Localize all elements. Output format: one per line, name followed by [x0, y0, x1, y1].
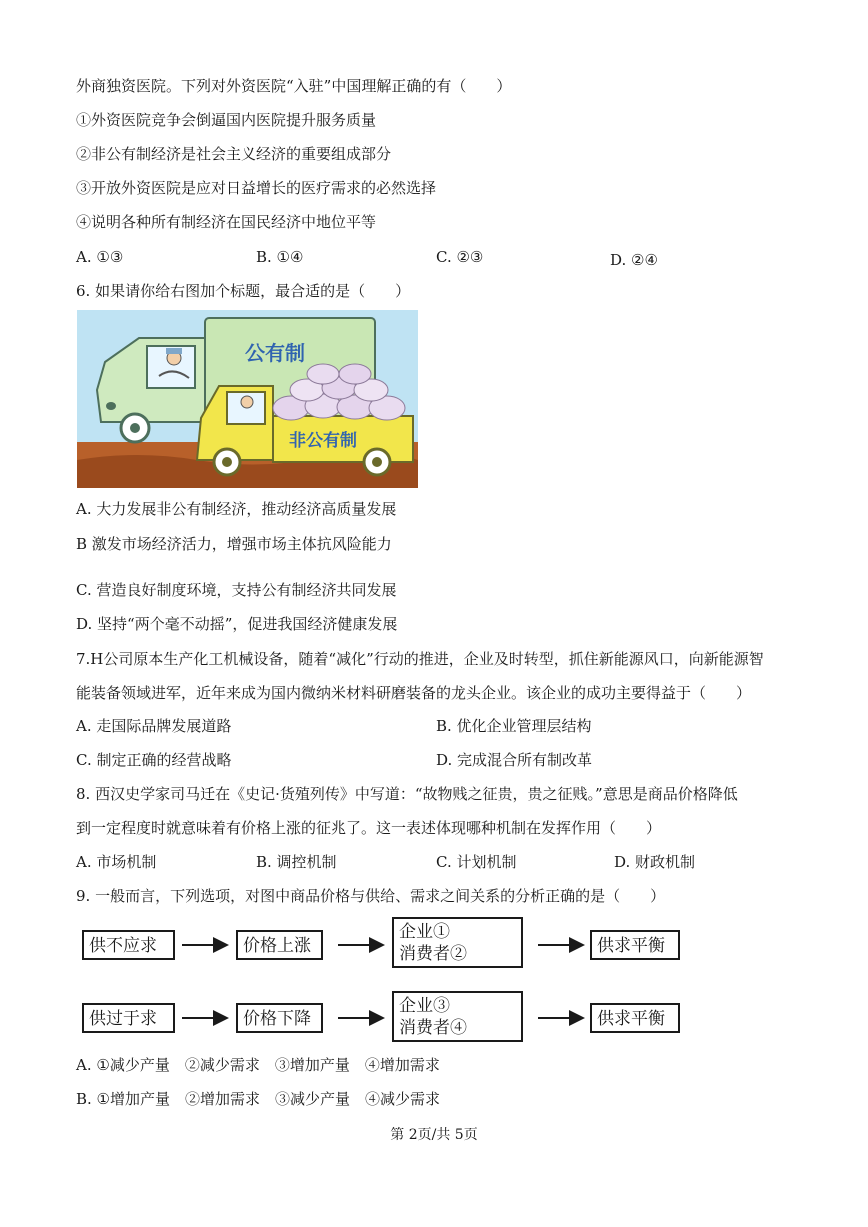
q7-option-c: C. 制定正确的经营战略	[76, 751, 232, 769]
q8-option-b: B. 调控机制	[256, 853, 337, 871]
page-footer: 第 2页/共 5页	[390, 1127, 478, 1143]
q7-option-d: D. 完成混合所有制改革	[436, 751, 593, 769]
q7-option-a: A. 走国际品牌发展道路	[76, 717, 232, 735]
q5-stem-tail: 外商独资医院。下列对外资医院“入驻”中国理解正确的有（ ）	[76, 77, 512, 95]
row2-box-line1: 企业③	[399, 996, 450, 1016]
q7-stem-line1: 7.H公司原本生产化工机械设备，随着“减化”行动的推进，企业及时转型，抓住新能源风口，向新能源智	[76, 650, 764, 668]
q7-option-b: B. 优化企业管理层结构	[436, 717, 592, 735]
q5-item-3: ③开放外资医院是应对日益增长的医疗需求的必然选择	[76, 179, 437, 197]
q5-item-4: ④说明各种所有制经济在国民经济中地位平等	[76, 213, 377, 231]
q9-option-a: A. ①减少产量 ②减少需求 ③增加产量 ④增加需求	[76, 1056, 440, 1074]
q5-item-1: ①外资医院竞争会倒逼国内医院提升服务质量	[76, 111, 377, 129]
q9-stem: 9. 一般而言，下列选项，对图中商品价格与供给、需求之间关系的分析正确的是（ ）	[76, 887, 666, 905]
q5-option-b: B. ①④	[256, 248, 304, 266]
row2-end-text: 供求平衡	[597, 1009, 665, 1029]
q9-option-b: B. ①增加产量 ②增加需求 ③减少产量 ④减少需求	[76, 1090, 441, 1108]
q6-stem: 6. 如果请你给右图加个标题，最合适的是（ ）	[76, 282, 411, 300]
row1-box-line2: 消费者②	[399, 944, 467, 964]
row1-price-text: 价格上涨	[243, 936, 311, 956]
q9-flow-diagram	[80, 915, 690, 1045]
q8-stem-line2: 到一定程度时就意味着有价格上涨的征兆了。这一表述体现哪种机制在发挥作用（ ）	[76, 819, 662, 837]
q8-option-c: C. 计划机制	[436, 853, 517, 871]
q6-option-b: B 激发市场经济活力，增强市场主体抗风险能力	[76, 535, 392, 553]
q7-stem-line2: 能装备领域进军，近年来成为国内微纳米材料研磨装备的龙头企业。该企业的成功主要得益于（ ）	[76, 684, 752, 702]
row2-box-line2: 消费者④	[399, 1018, 467, 1038]
q5-option-c: C. ②③	[436, 248, 484, 266]
q5-item-2: ②非公有制经济是社会主义经济的重要组成部分	[76, 145, 392, 163]
big-truck-label: 公有制	[245, 341, 305, 365]
q5-option-a: A. ①③	[76, 248, 124, 266]
q6-option-c: C. 营造良好制度环境，支持公有制经济共同发展	[76, 581, 397, 599]
row2-start-text: 供过于求	[89, 1009, 157, 1029]
q6-option-d: D. 坚持“两个毫不动摇”，促进我国经济健康发展	[76, 615, 398, 633]
q8-stem-line1: 8. 西汉史学家司马迁在《史记·货殖列传》中写道：“故物贱之征贵，贵之征贱。”意思是商品价格降低	[76, 785, 738, 803]
row1-box-line1: 企业①	[399, 922, 450, 942]
row1-start-text: 供不应求	[89, 936, 157, 956]
q6-cartoon-trucks	[77, 310, 418, 488]
row1-end-text: 供求平衡	[597, 936, 665, 956]
q6-option-a: A. 大力发展非公有制经济，推动经济高质量发展	[76, 500, 397, 518]
q5-option-d: D. ②④	[610, 251, 658, 269]
q8-option-a: A. 市场机制	[76, 853, 157, 871]
small-truck-label: 非公有制	[289, 431, 357, 451]
q8-option-d: D. 财政机制	[614, 853, 696, 871]
row2-price-text: 价格下降	[243, 1009, 311, 1029]
